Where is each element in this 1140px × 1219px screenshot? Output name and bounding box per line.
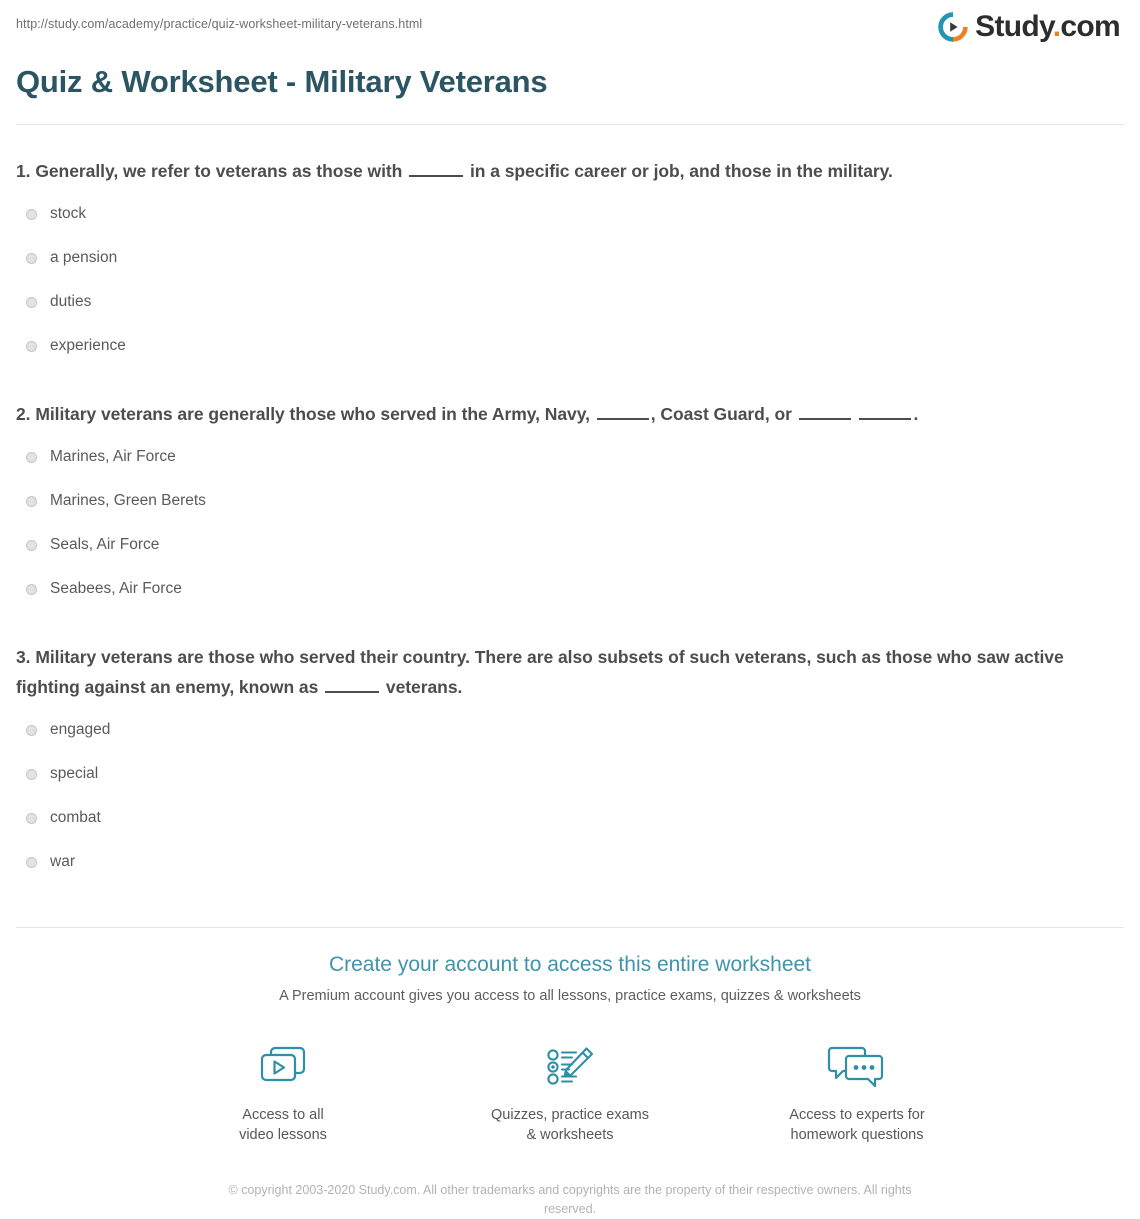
option-label: Seabees, Air Force: [50, 580, 182, 597]
question-text-2: [16, 399, 1124, 429]
feature-label-line1: Access to all: [242, 1107, 324, 1123]
option-label: engaged: [50, 721, 111, 738]
question-part: .: [913, 404, 919, 424]
radio-button-icon[interactable]: [26, 209, 37, 220]
radio-button-icon[interactable]: [26, 857, 37, 868]
option-label: Marines, Air Force: [50, 448, 176, 465]
feature-label-line2: homework questions: [790, 1127, 924, 1143]
question-number-3: 3.: [16, 647, 31, 667]
option-label: stock: [50, 205, 87, 222]
question-part: , Coast Guard, or: [650, 404, 797, 424]
chat-bubbles-icon: [767, 1041, 947, 1093]
radio-button-icon[interactable]: [26, 813, 37, 824]
quiz-pencil-icon: [480, 1041, 660, 1093]
video-lessons-icon: [193, 1041, 373, 1093]
features-list: [0, 1041, 1140, 1145]
option-label: Seals, Air Force: [50, 536, 160, 553]
radio-button-icon[interactable]: [26, 769, 37, 780]
question-part: in a specific career or job, and those in the military.: [465, 161, 893, 181]
page-title: Quiz & Worksheet - Military Veterans: [16, 64, 548, 99]
page-header: [0, 0, 1140, 42]
radio-button-icon[interactable]: [26, 253, 37, 264]
radio-button-icon[interactable]: [26, 725, 37, 736]
play-circle-icon: [938, 12, 968, 42]
questions-list: [0, 156, 1140, 884]
option-label: special: [50, 765, 99, 782]
question-block-2: [16, 399, 1124, 611]
question-number-1: 1.: [16, 161, 31, 181]
answer-blank: [325, 677, 379, 693]
option-row[interactable]: [16, 840, 1124, 884]
option-label: combat: [50, 809, 101, 826]
page-url: http://study.com/academy/practice/quiz-worksheet-military-veterans.html: [16, 17, 423, 31]
question-part: veterans.: [381, 677, 463, 697]
logo-word-study: Study: [975, 10, 1053, 43]
answer-blank: [799, 404, 851, 420]
question-part: Generally, we refer to veterans as those with: [35, 161, 408, 181]
study-com-logo[interactable]: [938, 12, 1124, 42]
question-block-1: [16, 156, 1124, 368]
option-row[interactable]: [16, 280, 1124, 324]
logo-word-com: com: [1060, 10, 1120, 43]
question-part: Military veterans are those who served their country. There are also subsets of such veterans, such as those who saw active fighting against an enemy, known as: [16, 647, 1064, 697]
copyright-text: © copyright 2003-2020 Study.com. All other trademarks and copyrights are the property of their respective owners. All rights reserved.: [228, 1183, 912, 1216]
question-part: [853, 404, 858, 424]
feature-quizzes: [480, 1041, 660, 1145]
feature-label-line2: & worksheets: [526, 1127, 614, 1143]
feature-label-line1: Access to experts for: [789, 1107, 925, 1123]
answer-blank: [859, 404, 911, 420]
option-row[interactable]: [16, 324, 1124, 368]
radio-button-icon[interactable]: [26, 584, 37, 595]
cta-section: [0, 928, 1140, 1219]
option-row[interactable]: [16, 479, 1124, 523]
options-1: [16, 192, 1124, 368]
logo-dot: .: [1052, 10, 1061, 43]
feature-label: [193, 1105, 373, 1145]
feature-label-line2: video lessons: [239, 1127, 327, 1143]
title-divider: [16, 124, 1124, 125]
options-2: [16, 435, 1124, 611]
option-row[interactable]: [16, 796, 1124, 840]
option-row[interactable]: [16, 523, 1124, 567]
radio-button-icon[interactable]: [26, 297, 37, 308]
answer-blank: [597, 404, 649, 420]
question-number-2: 2.: [16, 404, 31, 424]
logo-wordmark: [975, 12, 1120, 42]
radio-button-icon[interactable]: [26, 496, 37, 507]
question-part: Military veterans are generally those who served in the Army, Navy,: [35, 404, 595, 424]
option-label: a pension: [50, 249, 118, 266]
question-block-3: [16, 642, 1124, 884]
option-row[interactable]: [16, 435, 1124, 479]
option-row[interactable]: [16, 192, 1124, 236]
question-text-1: [16, 156, 1124, 186]
option-label: war: [50, 853, 75, 870]
feature-label: [767, 1105, 947, 1145]
cta-heading-link[interactable]: Create your account to access this entire worksheet: [328, 953, 812, 976]
question-text-3: [16, 642, 1124, 702]
option-row[interactable]: [16, 567, 1124, 611]
radio-button-icon[interactable]: [26, 452, 37, 463]
radio-button-icon[interactable]: [26, 341, 37, 352]
feature-video-lessons: [193, 1041, 373, 1145]
option-label: Marines, Green Berets: [50, 492, 206, 509]
option-label: duties: [50, 293, 92, 310]
option-row[interactable]: [16, 752, 1124, 796]
feature-label-line1: Quizzes, practice exams: [491, 1107, 649, 1123]
feature-experts: [767, 1041, 947, 1145]
feature-label: [480, 1105, 660, 1145]
options-3: [16, 708, 1124, 884]
cta-subheading: A Premium account gives you access to all lessons, practice exams, quizzes & worksheets: [279, 988, 861, 1004]
option-row[interactable]: [16, 236, 1124, 280]
radio-button-icon[interactable]: [26, 540, 37, 551]
answer-blank: [409, 161, 463, 177]
option-label: experience: [50, 337, 126, 354]
option-row[interactable]: [16, 708, 1124, 752]
